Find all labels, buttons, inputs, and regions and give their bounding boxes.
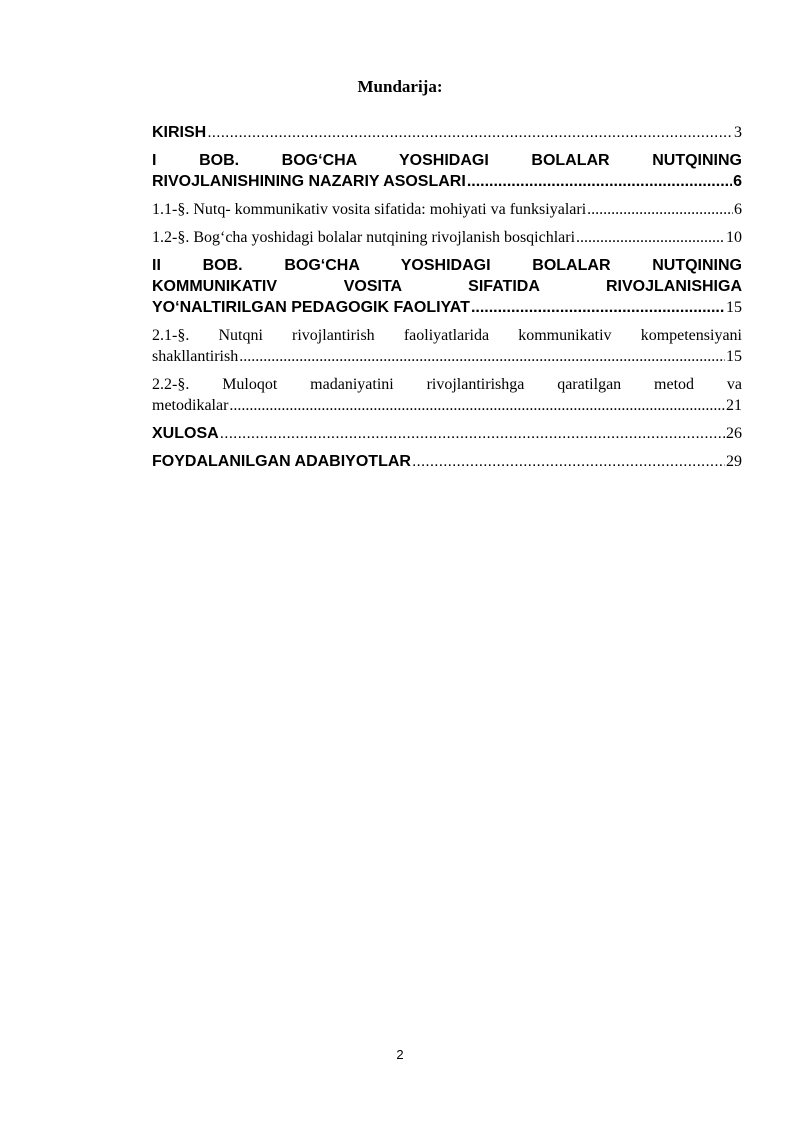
toc-entry-bob1[interactable] [152,150,742,192]
toc-entry-kirish[interactable] [152,122,742,143]
toc-entry-label-line2: metodikalar [152,397,229,414]
table-of-contents [152,122,742,479]
toc-entry-label-line1: 2.1-§. Nutqni rivojlantirish faoliyatlarida kommunikativ kompetensiyani [152,327,742,344]
toc-entry-2-1[interactable] [152,325,742,367]
toc-leader-dots [207,122,733,143]
toc-leader-dots [239,346,725,367]
toc-page-number: 21 [726,397,742,414]
toc-entry-label-line1: I BOB. BOG‘CHA YOSHIDAGI BOLALAR NUTQINING [152,152,742,169]
toc-entry-label-line1: 2.2-§. Muloqot madaniyatini rivojlantirishga qaratilgan metod va [152,376,742,393]
toc-page-number: 6 [733,173,742,190]
toc-entry-label: 1.2-§. Bog‘cha yoshidagi bolalar nutqining rivojlanish bosqichlari [152,229,576,246]
toc-page-number: 10 [726,229,742,246]
toc-leader-dots [229,395,725,416]
toc-leader-dots [587,199,733,220]
toc-page-number: 15 [726,299,742,316]
toc-entry-label-line1: II BOB. BOG‘CHA YOSHIDAGI BOLALAR NUTQINING [152,257,742,274]
toc-entry-adabiyotlar[interactable] [152,451,742,472]
toc-leader-dots [220,423,725,444]
toc-leader-dots [471,297,725,318]
toc-entry-label: 1.1-§. Nutq- kommunikativ vosita sifatida: mohiyati va funksiyalari [152,201,587,218]
toc-page-number: 3 [734,124,742,141]
toc-entry-1-2[interactable] [152,227,742,248]
toc-entry-label-line2: RIVOJLANISHINING NAZARIY ASOSLARI [152,173,466,190]
toc-entry-1-1[interactable] [152,199,742,220]
toc-entry-label: XULOSA [152,425,219,442]
page-title: Mundarija: [357,77,443,96]
toc-leader-dots [576,227,725,248]
toc-entry-label-line3: YO‘NALTIRILGAN PEDAGOGIK FAOLIYAT [152,299,470,316]
page-number: 2 [396,1047,404,1062]
toc-entry-label-line2: KOMMUNIKATIV VOSITA SIFATIDA RIVOJLANISHIGA [152,278,742,295]
toc-page-number: 15 [726,348,742,365]
toc-entry-xulosa[interactable] [152,423,742,444]
toc-page-number: 6 [734,201,742,218]
toc-page-number: 29 [726,453,742,470]
toc-entry-bob2[interactable] [152,255,742,318]
toc-entry-label: KIRISH [152,124,207,141]
toc-entry-2-2[interactable] [152,374,742,416]
toc-entry-label-line2: shakllantirish [152,348,239,365]
toc-leader-dots [412,451,725,472]
toc-entry-label: FOYDALANILGAN ADABIYOTLAR [152,453,411,470]
toc-page-number: 26 [726,425,742,442]
toc-leader-dots [467,171,732,192]
